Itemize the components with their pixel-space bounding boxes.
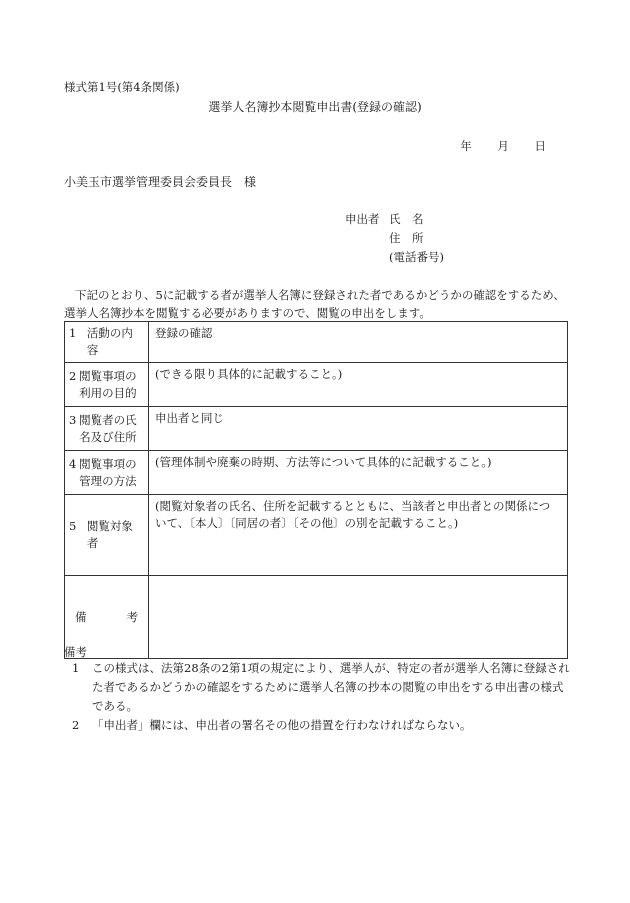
target-person-content-cell[interactable]: (閲覧対象者の氏名、住所を記載するとともに、当該者と申出者との関係について、〔本人〕〔同居の者〕〔その他〕の別を記載すること。) — [149, 495, 568, 576]
remarks-label-right: 考 — [126, 609, 138, 624]
row-number: 1 — [69, 326, 77, 340]
note-text: この様式は、法第28条の2第1項の規定により、選挙人が、特定の者が選挙人名簿に登録された者であるかどうかの確認をするために選挙人名簿の抄本の閲覧の申出をする申出書の様式である。 — [92, 661, 570, 713]
notes-heading: 備考 — [64, 645, 87, 659]
table-row — [65, 495, 568, 576]
table-row — [65, 363, 568, 407]
date-day-label: 日 — [534, 139, 546, 153]
form-number: 様式第1号(第4条関係) — [64, 80, 180, 94]
date-line — [438, 138, 546, 154]
management-content-cell[interactable]: (管理体制や廃棄の時期、方法等について具体的に記載すること。) — [149, 451, 568, 495]
date-year-label: 年 — [460, 139, 472, 153]
applicant-heading: 申出者 — [345, 212, 380, 226]
row-number: 5 — [69, 519, 77, 533]
row-number: 4 — [69, 456, 77, 471]
applicant-name-label: 氏 名 — [389, 212, 424, 226]
row-label — [65, 495, 149, 576]
row-label — [65, 451, 149, 495]
applicant-address-label: 住 所 — [389, 231, 424, 245]
addressee: 小美玉市選挙管理委員会委員長 様 — [64, 175, 257, 189]
purpose-content-cell[interactable]: (できる限り具体的に記載すること。) — [149, 363, 568, 407]
intro-paragraph: 下記のとおり、5に記載する者が選挙人名簿に登録された者であるかどうかの確認をするため、選挙人名簿抄本を閲覧する必要がありますので、閲覧の申出をします。 — [64, 288, 565, 320]
document-title: 選挙人名簿抄本閲覧申出書(登録の確認) — [208, 100, 422, 114]
row-number: 2 — [69, 368, 77, 383]
remarks-label-left: 備 — [75, 609, 87, 624]
row-label-text: 活動の内容 — [86, 326, 133, 357]
row-label — [65, 322, 149, 363]
row-label — [65, 407, 149, 451]
row-label-text: 閲覧対象者 — [86, 519, 133, 550]
table-row — [65, 576, 568, 659]
note-item — [64, 659, 570, 716]
remarks-content-cell[interactable] — [149, 576, 568, 659]
applicant-block — [345, 210, 444, 267]
viewer-content-cell[interactable]: 申出者と同じ — [149, 407, 568, 451]
row-label-text: 閲覧事項の管理の方法 — [79, 456, 137, 488]
note-number: 1 — [72, 661, 80, 675]
activity-content-cell[interactable]: 登録の確認 — [149, 322, 568, 363]
row-number: 3 — [69, 412, 77, 427]
applicant-phone-label: (電話番号) — [389, 250, 444, 264]
application-table — [64, 321, 568, 659]
row-label — [65, 363, 149, 407]
row-label-text: 閲覧者の氏名及び住所 — [79, 412, 137, 444]
table-row — [65, 322, 568, 363]
note-text: 「申出者」欄には、申出者の署名その他の措置を行わなければならない。 — [92, 718, 472, 732]
row-label-text: 閲覧事項の利用の目的 — [79, 368, 137, 400]
note-item — [64, 716, 570, 735]
table-row — [65, 407, 568, 451]
note-number: 2 — [72, 718, 80, 732]
table-row — [65, 451, 568, 495]
date-month-label: 月 — [497, 139, 509, 153]
